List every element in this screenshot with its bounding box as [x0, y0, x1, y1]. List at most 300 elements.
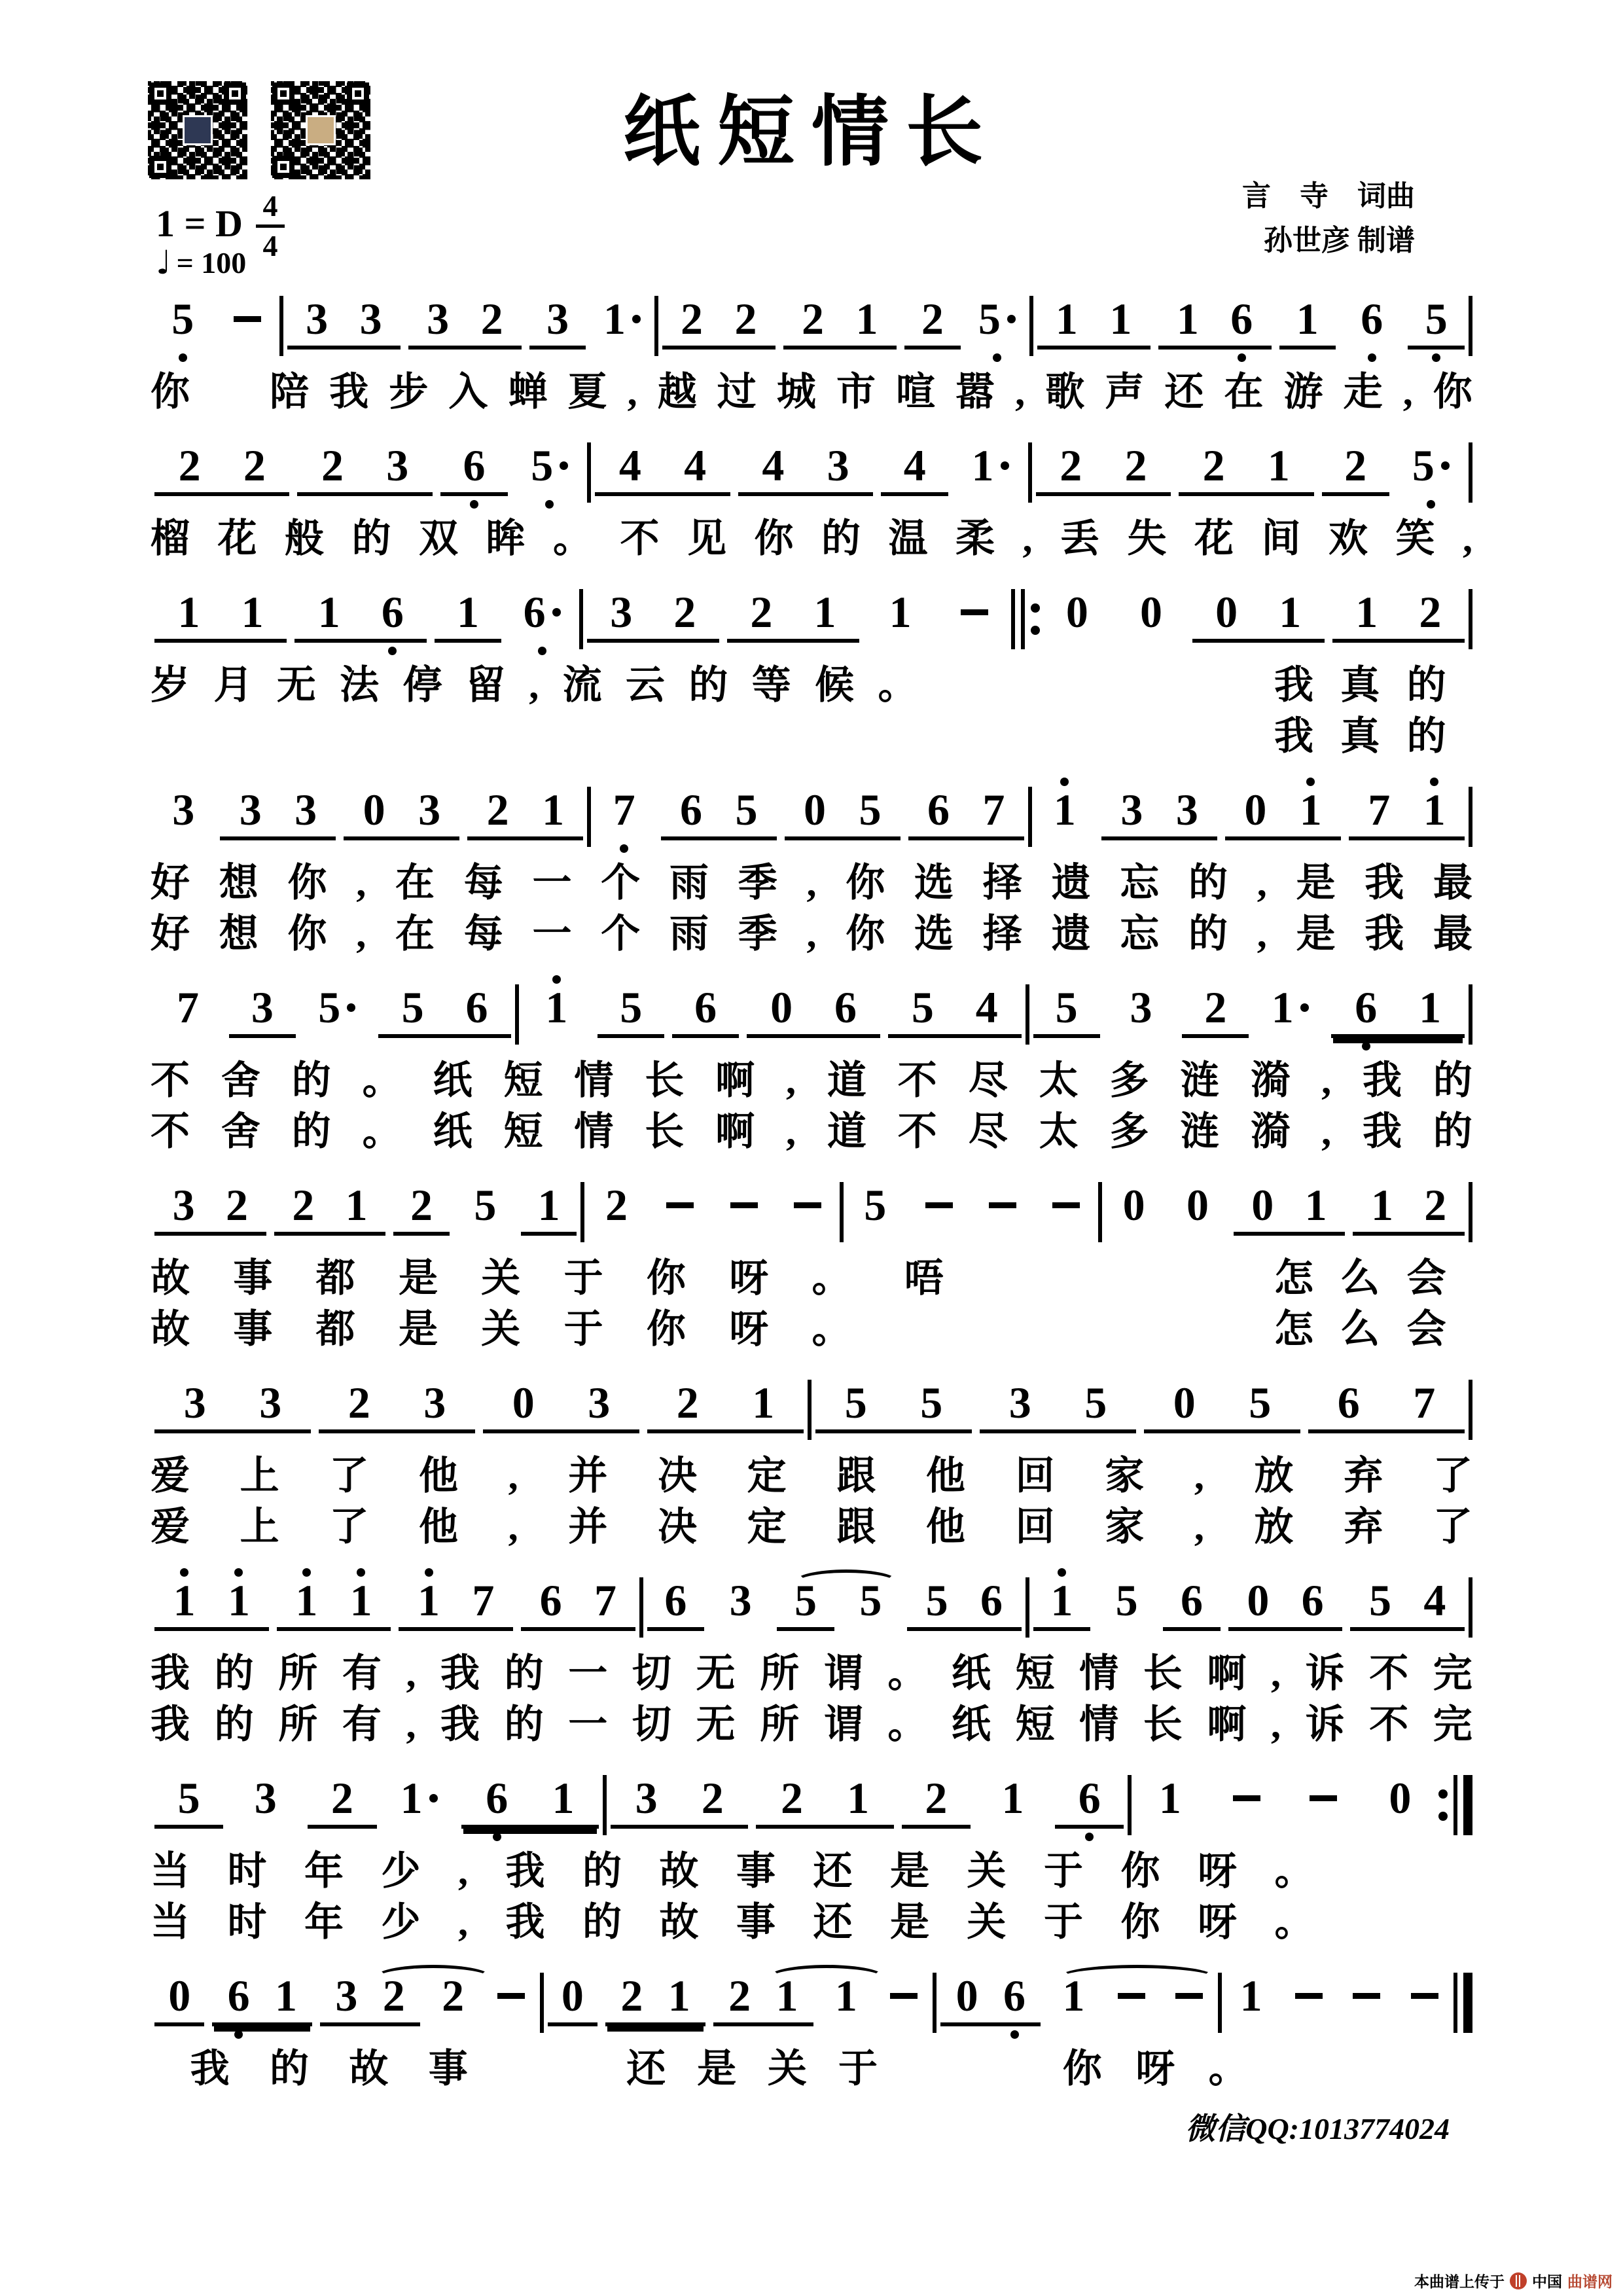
lyric-char: 。: [553, 517, 592, 560]
note: [1084, 1369, 1107, 1426]
note: [956, 1962, 978, 2018]
note-number: 1: [173, 1575, 196, 1625]
beamed-digits: [440, 432, 508, 496]
octave-dot-slot: [802, 1172, 812, 1182]
duration-dash: [925, 1202, 953, 1208]
note-number: 2: [801, 294, 824, 344]
octave-dot-row: [154, 2026, 204, 2043]
note: [859, 776, 881, 833]
octave-dot-row: [785, 840, 901, 857]
lyric-char: 谓: [823, 1652, 863, 1695]
digit-line: [472, 1577, 494, 1623]
note: [275, 1962, 297, 2018]
note: [802, 285, 824, 342]
octave-dot-slot: [463, 647, 472, 655]
note: [1130, 974, 1152, 1030]
digit-line: [171, 296, 194, 342]
lyric-char: 唔: [904, 1257, 944, 1300]
lyric-char: 漪: [1251, 1110, 1291, 1153]
note-number: 5: [864, 1180, 887, 1230]
beam-group: [467, 776, 583, 857]
note: [1272, 974, 1309, 1030]
beam-group: [1163, 1567, 1220, 1648]
lyrics-row: [151, 1648, 1472, 1699]
note-number: 6: [227, 1971, 250, 2020]
lyric-segment: [1274, 711, 1446, 762]
barline: [1218, 1973, 1222, 2033]
lyric-segment: [151, 1846, 1314, 1897]
digit-line: [1419, 589, 1441, 635]
beam-group: [652, 1172, 708, 1253]
digit-line: [275, 1973, 297, 2018]
octave-dot-row: [428, 2026, 478, 2043]
octave-dot-slot: [618, 353, 626, 362]
octave-dot-slot: [1166, 1833, 1174, 1841]
lyric-segment: [151, 660, 918, 711]
note-number: 3: [588, 1378, 611, 1427]
note: [423, 1369, 446, 1426]
digits: [1036, 776, 1094, 840]
octave-dot-row: [440, 496, 508, 513]
note: [1186, 1172, 1209, 1228]
beam-group: [509, 579, 575, 660]
octave-dot-slot: [1308, 1635, 1317, 1643]
digit-line: [1389, 1775, 1411, 1821]
note: [1305, 1172, 1327, 1228]
barline-stroke: [1026, 984, 1029, 1045]
lyrics-row: [151, 1501, 1472, 1552]
beam-group: [486, 1962, 535, 2043]
lyric-char: 我: [1363, 1110, 1402, 1153]
octave-dot-row: [1289, 1829, 1358, 1846]
barline: [1128, 1775, 1132, 1835]
beam-group: [756, 1765, 893, 1846]
digits: [1257, 974, 1323, 1038]
octave-dot-slot: [355, 1437, 363, 1446]
digit-line: [673, 589, 696, 635]
note-number: 2: [1344, 440, 1367, 490]
augmentation-dot: [1001, 461, 1009, 470]
octave-dot-slot: [740, 1240, 748, 1248]
barline: [279, 296, 283, 356]
digit-line: [827, 442, 849, 488]
lyric-char: 遗: [1051, 861, 1091, 905]
digit-line: [1295, 1973, 1323, 2018]
lyric-char: 呀: [729, 1308, 769, 1351]
lyric-char: 年: [304, 1850, 344, 1893]
lyric-char: 间: [1261, 517, 1301, 560]
digits: [847, 1172, 903, 1236]
octave-dot-slot: [910, 500, 919, 509]
lyric-char: 岁: [151, 664, 190, 707]
beamed-digits: [1036, 432, 1171, 496]
beam-group: [1234, 1172, 1346, 1253]
octave-dot-row: [461, 1829, 599, 1846]
digits: [911, 1172, 967, 1236]
note-number: 6: [539, 1575, 562, 1625]
lyric-char: 弃: [1344, 1505, 1383, 1549]
octave-dot-row: [821, 2026, 871, 2043]
beam-group: [587, 579, 719, 660]
digit-line: [1056, 984, 1078, 1030]
time-bottom: 4: [262, 229, 278, 262]
octave-dot-slot: [842, 2030, 850, 2039]
octave-dot-row: [1098, 1631, 1155, 1648]
beam-group: [1182, 974, 1249, 1055]
digit-line: [1296, 296, 1319, 342]
digit-line: [921, 296, 944, 342]
digits: [154, 974, 221, 1038]
digit-line: [1120, 787, 1143, 833]
beam-group: [399, 1567, 513, 1648]
lyric-char: 你: [846, 912, 885, 956]
note-number: 5: [794, 1575, 817, 1625]
octave-dot-slot: [990, 844, 998, 853]
digits: [779, 1172, 835, 1236]
beam-group: [1226, 1962, 1275, 2043]
note: [770, 974, 793, 1030]
lyric-char: ,: [458, 1850, 468, 1893]
octave-dot-slot: [1073, 647, 1081, 655]
lyric-char: 于: [563, 1257, 603, 1300]
lyric-char: 想: [219, 861, 259, 905]
lyric-char: 一: [568, 1703, 608, 1746]
lyric-char: 的: [688, 664, 728, 707]
octave-dot-row: [1101, 840, 1217, 857]
note: [1177, 285, 1199, 342]
note: [1233, 1765, 1260, 1821]
lyric-char: ,: [356, 861, 366, 905]
lyric-char: 你: [287, 912, 327, 956]
octave-dot-slot: [1185, 2030, 1194, 2039]
lyric-char: 短: [1015, 1703, 1055, 1746]
octave-dot-slot: [617, 647, 626, 655]
lyric-char: 步: [389, 370, 429, 414]
octave-dot-slot: [899, 1962, 909, 1973]
beamed-digits: [1055, 1765, 1124, 1829]
lyric-char: 双: [419, 517, 458, 560]
note-number: 3: [1120, 785, 1143, 834]
octave-dot-slot: [1067, 500, 1075, 509]
note: [594, 1567, 616, 1623]
beam-group: [154, 776, 212, 857]
octave-dot-row: [881, 496, 948, 513]
lyric-char: 喧: [896, 370, 936, 414]
lyric-char: 情: [574, 1110, 614, 1153]
note-number: 3: [729, 1575, 752, 1625]
beam-group: [713, 1962, 813, 2043]
lyric-char: 我: [1363, 1059, 1402, 1102]
lyric-char: 短: [503, 1059, 543, 1102]
octave-dot-row: [1118, 643, 1184, 660]
music-line: [151, 579, 1472, 762]
lyric-char: 谓: [823, 1703, 863, 1746]
beam-group: [940, 1962, 1041, 2043]
note: [1310, 1765, 1337, 1821]
octave-dot-slot: [934, 844, 942, 853]
beam-group: [1036, 776, 1094, 857]
lyric-char: 了: [329, 1505, 369, 1549]
octave-dot-row: [713, 2026, 813, 2043]
note-number: 2: [382, 1971, 405, 2020]
note-number: 1: [776, 1971, 798, 2020]
note: [1002, 1765, 1024, 1821]
note-number: 6: [980, 1575, 1003, 1625]
note: [321, 432, 344, 488]
digit-line: [1233, 1775, 1260, 1821]
octave-dot-row: [595, 840, 652, 857]
lyric-char: 于: [563, 1308, 603, 1351]
octave-dot-slot: [1062, 1042, 1071, 1050]
note: [680, 776, 702, 833]
octave-dot-slot: [1363, 2030, 1371, 2039]
beam-group: [911, 1172, 967, 1253]
note: [401, 1765, 438, 1821]
lyric-char: ,: [1270, 1703, 1281, 1746]
octave-dot-row: [1408, 350, 1464, 367]
note: [531, 432, 568, 488]
beam-group: [297, 432, 432, 513]
beamed-digits: [287, 285, 401, 350]
lyric-char: 。: [1274, 1901, 1314, 1944]
octave-dot-row: [867, 643, 933, 660]
rest-note: 0: [1389, 1773, 1412, 1823]
octave-dot-slot: [933, 1635, 941, 1643]
octave-dot-row: [777, 1631, 834, 1648]
music-line: [151, 1962, 1472, 2094]
digit-line: [730, 1182, 758, 1228]
barline-stroke: [1026, 1577, 1029, 1638]
lyric-char: 无: [696, 1652, 736, 1695]
lyric-segment: [1274, 1253, 1446, 1304]
note: [173, 1172, 195, 1228]
augmentation-dot: [429, 1794, 438, 1803]
note: [889, 579, 912, 635]
digit-line: [1244, 787, 1266, 833]
digits: [509, 579, 575, 643]
octave-dot-slot: [549, 844, 558, 853]
lyric-char: 你: [646, 1257, 686, 1300]
note: [1302, 1567, 1324, 1623]
digit-line: [546, 296, 569, 342]
digit-line: [620, 1973, 643, 2018]
octave-dot-slot: [1058, 1635, 1066, 1643]
lyric-char: 并: [568, 1454, 608, 1498]
digits: [1212, 1765, 1281, 1829]
note: [620, 974, 642, 1030]
note: [486, 1765, 508, 1821]
beamed-digits: [154, 579, 287, 643]
barline-stroke: [1463, 1973, 1472, 2033]
note: [1423, 776, 1446, 833]
lyric-char: 太: [1039, 1110, 1079, 1153]
duration-dash: [1233, 1795, 1260, 1801]
octave-dot-row: [467, 840, 583, 857]
beamed-digits: [1158, 285, 1272, 350]
digit-line: [1230, 296, 1253, 342]
lyric-char: 时: [227, 1850, 267, 1893]
note: [226, 1172, 248, 1228]
beamed-digits: [319, 1369, 475, 1433]
octave-dot-slot: [1362, 1962, 1372, 1973]
beamed-digits: [461, 1765, 599, 1829]
octave-dot-slot: [783, 2030, 791, 2039]
octave-dot-slot: [559, 1833, 567, 1841]
octave-dot-row: [902, 1829, 971, 1846]
octave-dot-slot: [1274, 500, 1283, 509]
octave-dot-row: [1342, 2026, 1391, 2043]
digit-line: [1272, 984, 1309, 1030]
note-number: 4: [903, 440, 926, 490]
note: [540, 1567, 562, 1623]
note: [1140, 579, 1162, 635]
lyric-char: 尽: [968, 1110, 1008, 1153]
octave-dot-slot: [1147, 647, 1155, 655]
note: [178, 579, 200, 635]
rest-note: 0: [1215, 587, 1238, 637]
octave-dot-row: [1350, 1631, 1465, 1648]
digit-line: [619, 442, 641, 488]
digit-line: [889, 589, 912, 635]
lyric-char: 。: [1208, 2047, 1248, 2090]
repeat-dot: [1031, 603, 1040, 613]
digits: [1098, 1567, 1155, 1631]
lyric-char: 入: [448, 370, 488, 414]
octave-dot-slot: [759, 1437, 768, 1446]
note-number: 2: [1202, 440, 1225, 490]
note-number: 1: [1050, 1575, 1073, 1625]
digit-line: [834, 984, 857, 1030]
digit-line: [531, 442, 568, 488]
credit-lyricist: 言 寺 词曲: [1242, 180, 1415, 212]
duration-dash: [1310, 1795, 1337, 1801]
octave-dot-row: [408, 350, 522, 367]
note-number: 6: [1337, 1378, 1360, 1427]
lyric-char: 故: [151, 1308, 190, 1351]
lyric-char: ,: [1402, 370, 1413, 414]
lyric-char: 歌: [1045, 370, 1085, 414]
lyric-char: 呀: [729, 1257, 769, 1300]
octave-dot-slot: [408, 1042, 417, 1050]
note: [410, 1172, 433, 1228]
note-row: [151, 1172, 1472, 1253]
octave-dot-slot: [1303, 353, 1311, 362]
digit-line: [925, 1775, 947, 1821]
beam-group: [1192, 579, 1325, 660]
tie-arc: [1059, 1965, 1215, 1990]
lyric-char: 我: [1364, 912, 1404, 956]
lyric-char: 他: [418, 1454, 458, 1498]
digit-line: [1123, 1182, 1145, 1228]
lyric-char: 的: [821, 517, 861, 560]
beam-group: [956, 432, 1024, 513]
digit-line: [926, 1577, 948, 1623]
digit-line: [1305, 1182, 1327, 1228]
lyric-char: 是: [890, 1850, 929, 1893]
barline: [1028, 787, 1032, 847]
barline: [1028, 442, 1032, 503]
octave-dot-slot: [425, 844, 434, 853]
lyric-char: 择: [982, 861, 1022, 905]
beamed-digits: [1182, 974, 1249, 1038]
beam-group: [588, 1172, 644, 1253]
lyric-char: 都: [315, 1308, 355, 1351]
lyric-char: 最: [1433, 861, 1472, 905]
note: [762, 432, 784, 488]
barline: [580, 1182, 584, 1242]
octave-dot-row: [716, 1236, 772, 1253]
digit-line: [463, 442, 485, 488]
note: [562, 1962, 584, 2018]
lyric-char: 呀: [1198, 1850, 1237, 1893]
octave-dot-slot: [1426, 647, 1435, 655]
digit-line: [1109, 296, 1132, 342]
lyric-char: 蝉: [508, 370, 548, 414]
barline-stroke: [1029, 296, 1033, 356]
octave-dot-slot: [998, 1240, 1007, 1248]
octave-dot-row: [1163, 1631, 1220, 1648]
octave-dot-row: [1284, 2026, 1334, 2043]
note: [1419, 974, 1441, 1030]
rest-note: 0: [512, 1378, 535, 1427]
lyric-char: 我: [1364, 861, 1404, 905]
octave-dot-row: [662, 350, 776, 367]
note-number: 6: [381, 587, 404, 637]
note-number: 2: [1204, 982, 1227, 1032]
digit-line: [1060, 442, 1082, 488]
octave-dot-slot: [1180, 1437, 1188, 1446]
barline: [515, 984, 519, 1045]
lyric-char: 短: [1015, 1652, 1055, 1695]
digits: [1342, 1962, 1391, 2026]
lyric-char: 情: [1079, 1652, 1119, 1695]
note-number: 2: [292, 1180, 315, 1230]
beam-group: [483, 1369, 639, 1450]
lyric-char: 不: [897, 1059, 937, 1102]
barline: [1029, 296, 1033, 356]
barline-stroke: [1469, 442, 1472, 503]
digits: [716, 1172, 772, 1236]
lyric-char: 年: [304, 1901, 344, 1944]
beamed-digits: [154, 1369, 311, 1433]
octave-dot-slot: [554, 353, 562, 362]
digits: [1226, 1962, 1275, 2026]
beamed-digits: [229, 974, 296, 1038]
beamed-digits: [785, 776, 901, 840]
note: [1368, 776, 1390, 833]
digits: [1400, 1962, 1450, 2026]
beam-group: [597, 974, 664, 1055]
barline: [579, 589, 583, 649]
octave-dot-slot: [1426, 1042, 1435, 1050]
note: [972, 432, 1009, 488]
octave-dot-slot: [671, 1635, 680, 1643]
duration-dash: [730, 1202, 758, 1208]
lyric-char: 还: [1164, 370, 1204, 414]
note: [382, 579, 404, 635]
octave-dot-slot: [370, 844, 378, 853]
lyric-char: 他: [925, 1505, 965, 1549]
octave-dot-slot: [821, 647, 829, 655]
site-name-red: 曲谱网: [1567, 2273, 1613, 2290]
note-number: 2: [780, 1773, 803, 1823]
beam-group: [154, 432, 289, 513]
note: [1230, 285, 1253, 342]
digits: [879, 1962, 929, 2026]
note-number: 5: [1425, 294, 1448, 344]
lyric-char: 夏: [567, 370, 607, 414]
lyric-char: 定: [747, 1505, 787, 1549]
